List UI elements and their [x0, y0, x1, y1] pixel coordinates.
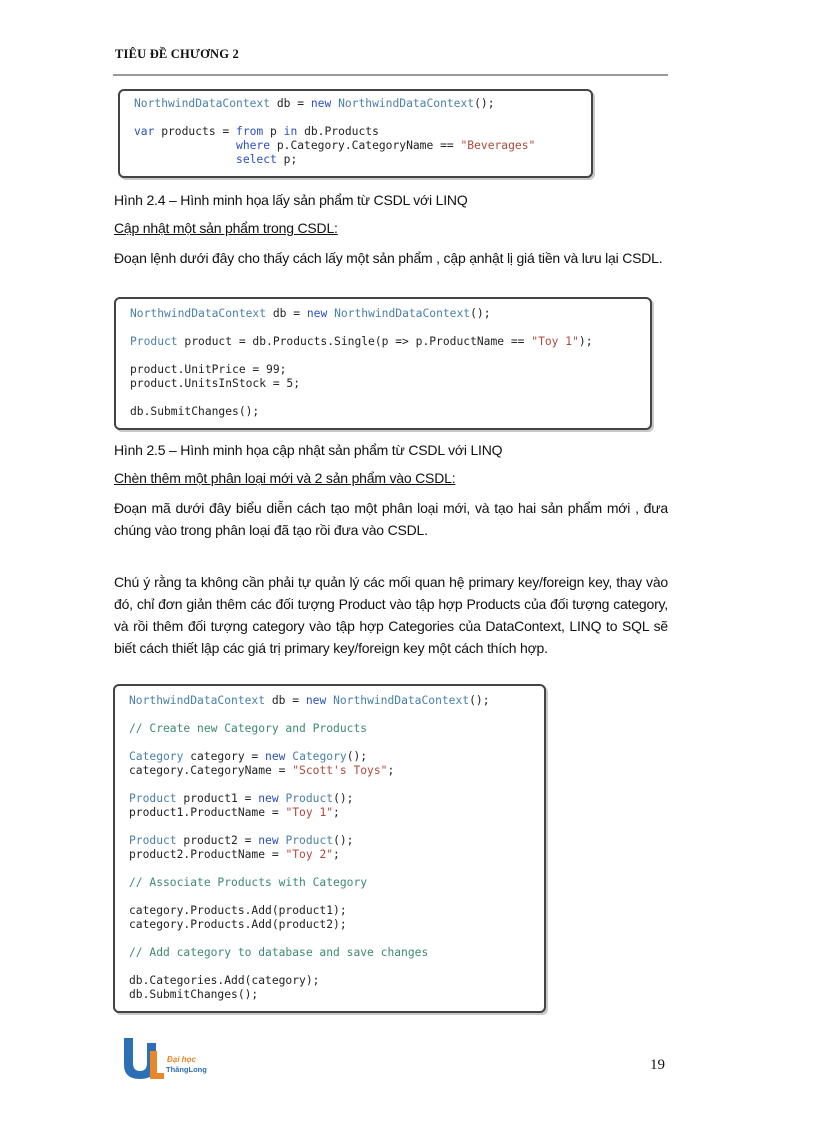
- code-block-insert: [113, 684, 546, 1013]
- paragraph: Chú ý rằng ta không cần phải tự quản lý các mối quan hệ primary key/foreign key, thay vào đó, chỉ đơn giản thêm các đối tượng Product vào tập hợp Products của đối tượng category, và rồi thêm đối tượng category vào tập hợp Categories của DataContext, LINQ to SQL sẽ biết cách thiết lập các giá trị primary key/foreign key một cách thích hợp.: [114, 574, 668, 656]
- code-line: NorthwindDataContext db = new NorthwindDataContext();: [129, 694, 490, 707]
- code-line: where p.Category.CategoryName == "Beverages": [236, 139, 536, 152]
- header-rule: [113, 74, 668, 76]
- code-line: category.Products.Add(product2);: [129, 918, 347, 931]
- section-heading: Cập nhật một sản phẩm trong CSDL:: [114, 220, 338, 236]
- code-block-query: [118, 89, 593, 178]
- code-line: product.UnitPrice = 99;: [130, 363, 287, 376]
- university-logo: [120, 1035, 210, 1081]
- code-line: select p;: [236, 153, 298, 166]
- chapter-title: TIÊU ĐỀ CHƯƠNG 2: [115, 47, 239, 61]
- code-line: product1.ProductName = "Toy 1";: [129, 806, 340, 819]
- code-line: product.UnitsInStock = 5;: [130, 377, 301, 390]
- code-comment: // Create new Category and Products: [129, 722, 368, 735]
- figure-caption: Hình 2.4 – Hình minh họa lấy sản phẩm từ CSDL với LINQ: [114, 192, 468, 208]
- code-line: Category category = new Category();: [129, 750, 368, 763]
- code-comment: // Associate Products with Category: [129, 876, 368, 889]
- code-line: db.SubmitChanges();: [129, 988, 259, 1001]
- code-line: db.Categories.Add(category);: [129, 974, 320, 987]
- section-heading: Chèn thêm một phân loại mới và 2 sản phẩm vào CSDL:: [114, 470, 456, 486]
- code-line: db.SubmitChanges();: [130, 405, 260, 418]
- logo-text-line1: Đại học: [167, 1055, 196, 1064]
- code-line: category.Products.Add(product1);: [129, 904, 347, 917]
- code-line: Product product = db.Products.Single(p => p.ProductName == "Toy 1");: [130, 335, 593, 348]
- logo-l-base: [150, 1073, 164, 1079]
- code-line: NorthwindDataContext db = new NorthwindDataContext();: [134, 97, 495, 110]
- code-line: product2.ProductName = "Toy 2";: [129, 848, 340, 861]
- paragraph: Đoạn lệnh dưới đây cho thấy cách lấy một sản phẩm , cập ạnhật lị giá tiền và lưu lại CSDL.: [114, 250, 663, 266]
- code-line: NorthwindDataContext db = new NorthwindDataContext();: [130, 307, 491, 320]
- code-line: var products = from p in db.Products: [134, 125, 379, 138]
- page-number: 19: [650, 1057, 665, 1073]
- code-line: category.CategoryName = "Scott's Toys";: [129, 764, 395, 777]
- code-line: Product product1 = new Product();: [129, 792, 354, 805]
- code-block-update: [114, 297, 652, 430]
- paragraph: Đoạn mã dưới đây biểu diễn cách tạo một phân loại mới, và tạo hai sản phẩm mới , đưa chúng vào trong phân loại đã tạo rồi đưa vào CSDL.: [114, 500, 668, 538]
- logo-text-line2: ThăngLong: [166, 1065, 207, 1074]
- figure-caption: Hình 2.5 – Hình minh họa cập nhật sản phẩm từ CSDL với LINQ: [114, 442, 503, 458]
- code-comment: // Add category to database and save changes: [129, 946, 429, 959]
- code-line: Product product2 = new Product();: [129, 834, 354, 847]
